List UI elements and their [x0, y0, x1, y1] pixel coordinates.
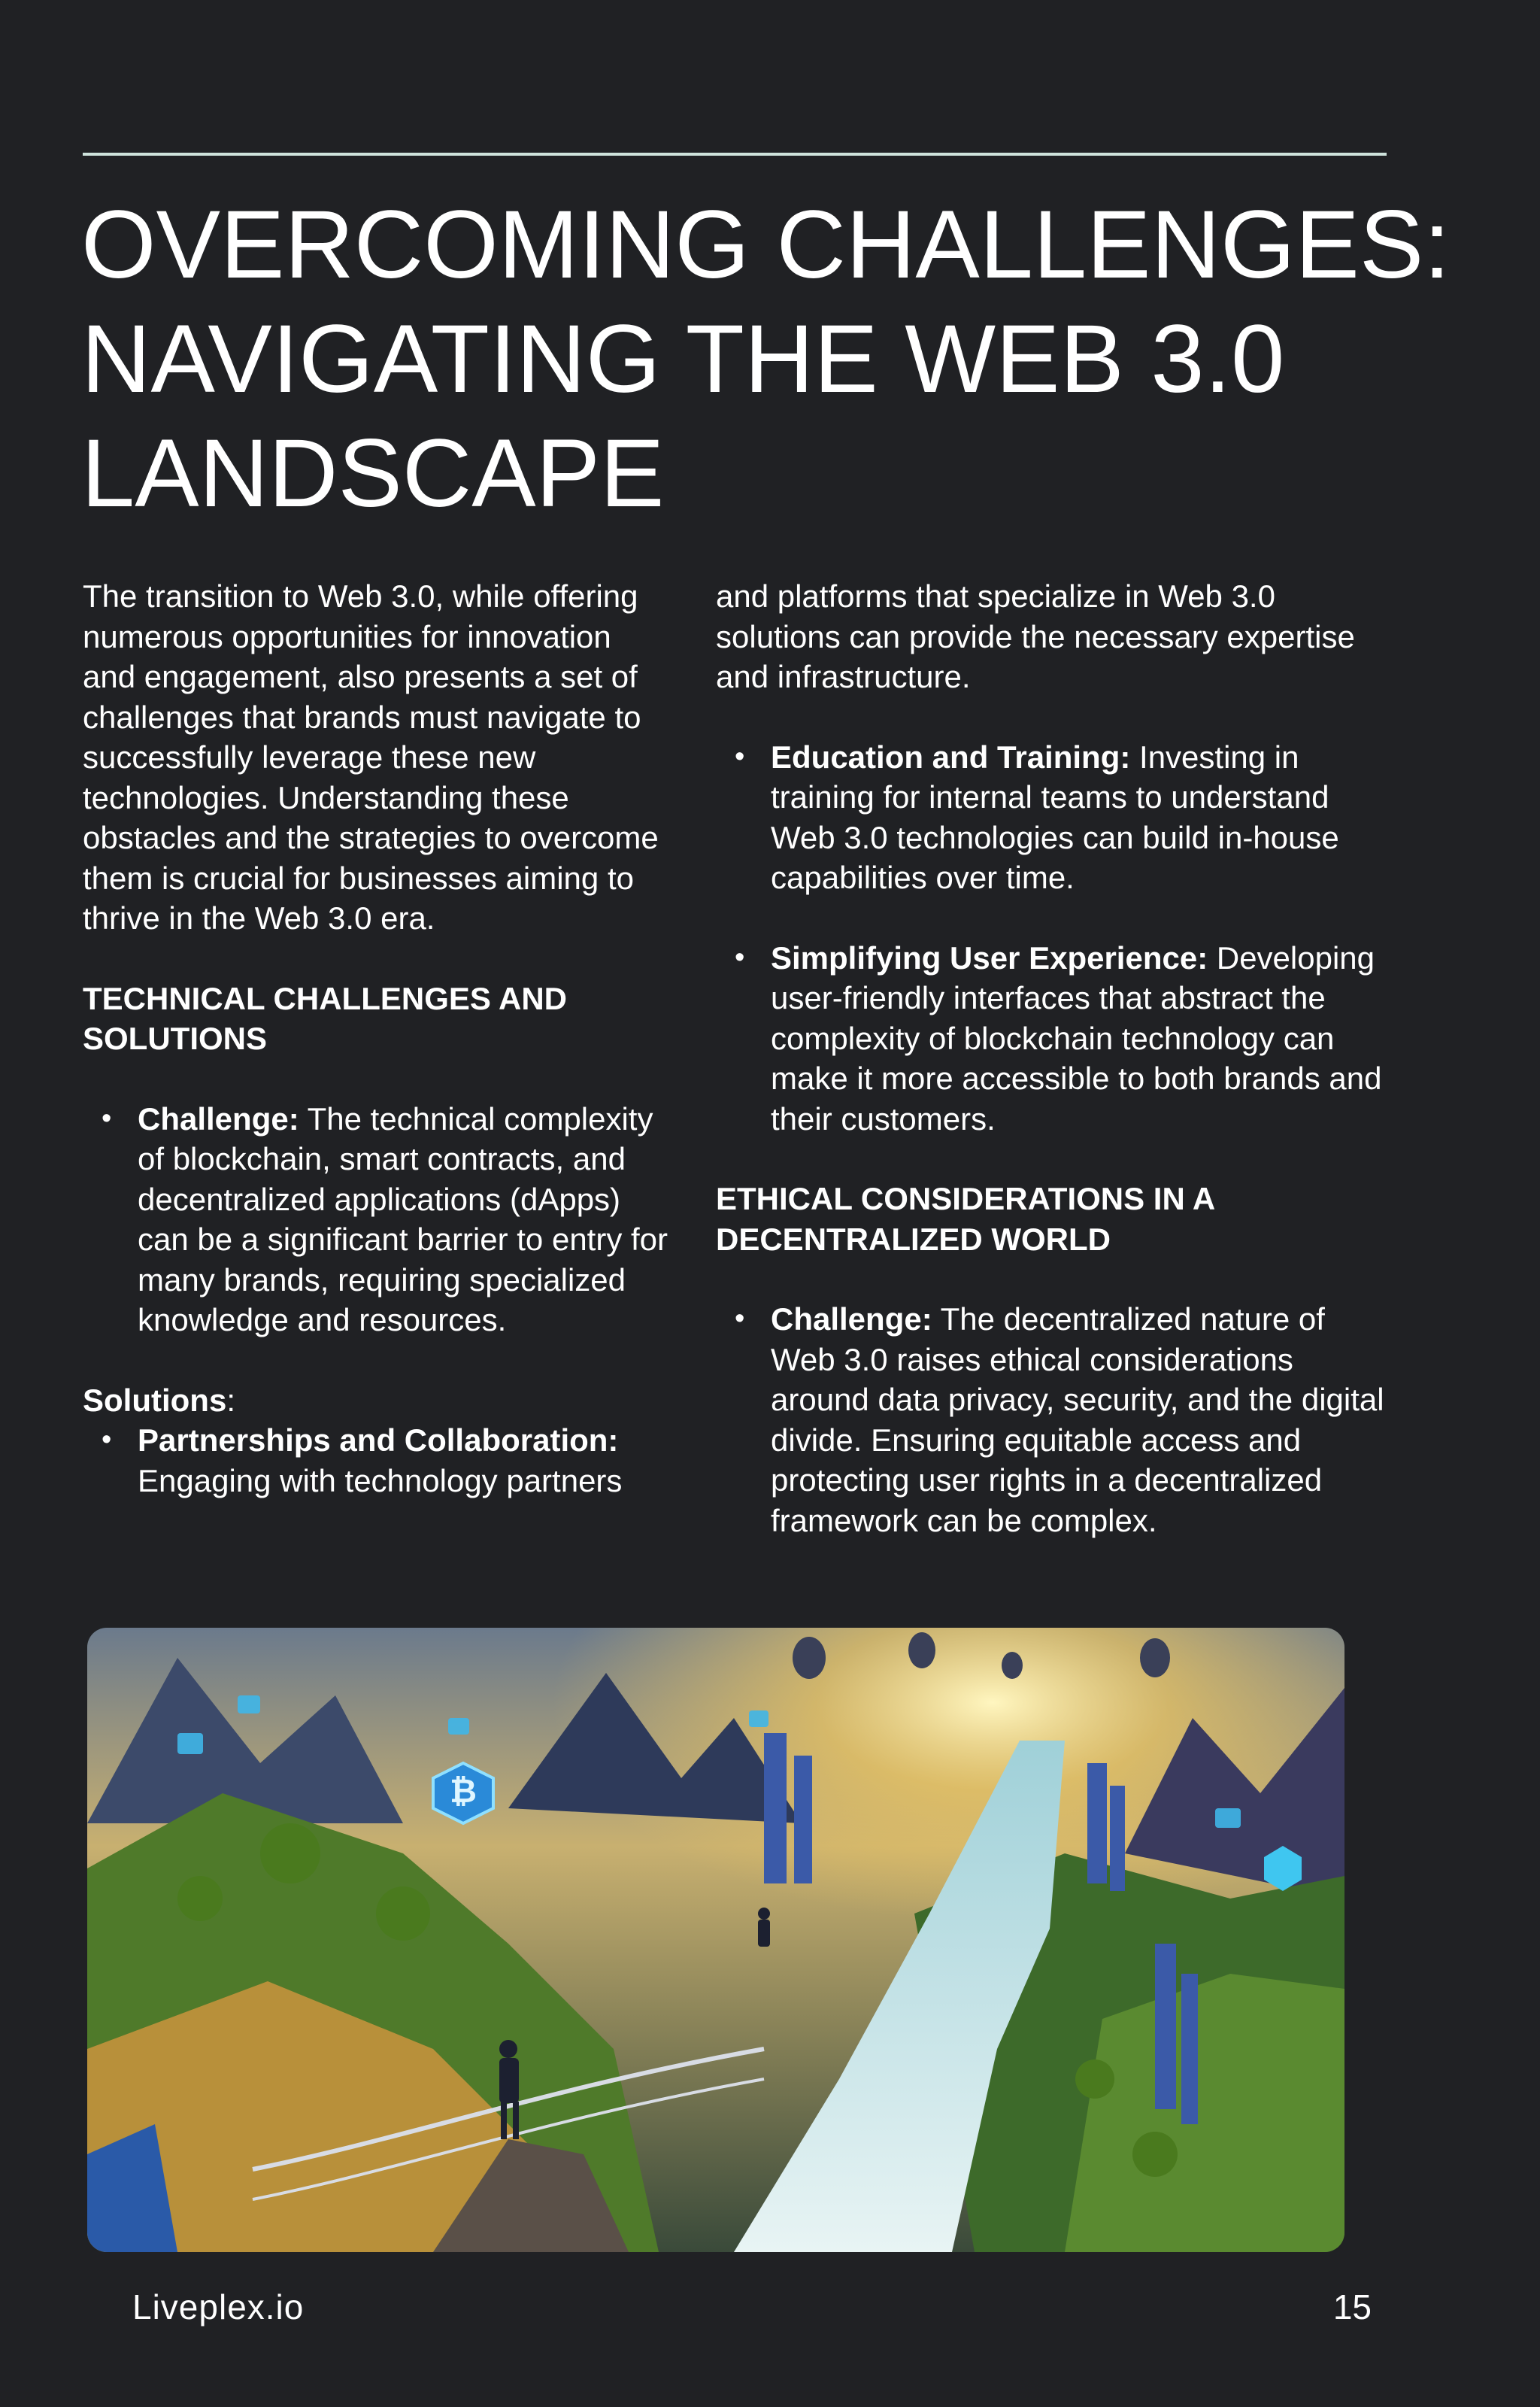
partnerships-label: Partnerships and Collaboration: — [138, 1422, 619, 1458]
footer-brand: Liveplex.io — [132, 2287, 305, 2327]
solutions-list-continued — [716, 737, 1393, 1140]
title-line-2: NAVIGATING THE WEB 3.0 — [81, 305, 1285, 413]
landscape-image — [87, 1628, 1344, 2252]
ux-text: Developing user-friendly interfaces that abstract the complexity of blockchain technology can make it more accessible to both brands and their customers. — [771, 939, 1382, 1137]
list-item — [716, 938, 1393, 1140]
technical-heading: TECHNICAL CHALLENGES AND SOLUTIONS — [83, 980, 568, 1056]
education-text: Investing in training for internal teams to understand Web 3.0 technologies can build in-house capabilities over time. — [771, 739, 1339, 895]
list-item — [83, 1099, 669, 1340]
education-label: Education and Training: — [771, 739, 1131, 775]
ux-label: Simplifying User Experience: — [771, 939, 1208, 976]
left-column — [83, 576, 669, 1501]
challenge-text: The technical complexity of blockchain, smart contracts, and decentralized applications (dApps) can be a significant barrier to entry for many brands, requiring specialized knowledge and resources. — [138, 1100, 668, 1337]
solutions-label: Solutions — [83, 1382, 227, 1418]
ethical-list — [716, 1299, 1393, 1540]
bitcoin-icon: ₿ — [450, 1772, 477, 1811]
solutions-list — [83, 1420, 669, 1501]
list-item — [716, 1299, 1393, 1540]
intro-paragraph: The transition to Web 3.0, while offering numerous opportunities for innovation and engagement, also presents a set of challenges that brands must navigate to successfully leverage these new technologies. Understanding these obstacles and the strategies to overcome them is crucial for businesses aiming to thrive in the Web 3.0 era. — [83, 578, 659, 936]
right-column — [716, 576, 1393, 1540]
continuation-paragraph: and platforms that specialize in Web 3.0 solutions can provide the necessary expertise and infrastructure. — [716, 578, 1355, 694]
header-rule — [83, 153, 1387, 156]
solutions-line — [83, 1380, 669, 1421]
ethical-challenge-label: Challenge: — [771, 1301, 932, 1337]
ethical-heading: ETHICAL CONSIDERATIONS IN A DECENTRALIZED WORLD — [716, 1181, 1214, 1257]
page-number: 15 — [1332, 2287, 1372, 2327]
title-line-3: LANDSCAPE — [81, 420, 665, 527]
solutions-colon: : — [226, 1382, 235, 1418]
ethical-challenge-text: The decentralized nature of Web 3.0 raises ethical considerations around data privacy, security, and the digital divide. Ensuring equitable access and protecting user rights in a decentralized framework can be complex. — [771, 1301, 1384, 1538]
challenge-label: Challenge: — [138, 1100, 299, 1137]
title-line-1: OVERCOMING CHALLENGES: — [81, 191, 1451, 299]
partnerships-text: Engaging with technology partners — [138, 1462, 623, 1498]
challenge-list — [83, 1099, 669, 1340]
web3-landscape-illustration — [87, 1628, 1344, 2252]
page-title — [81, 188, 1525, 531]
list-item — [83, 1420, 669, 1501]
list-item — [716, 737, 1393, 898]
